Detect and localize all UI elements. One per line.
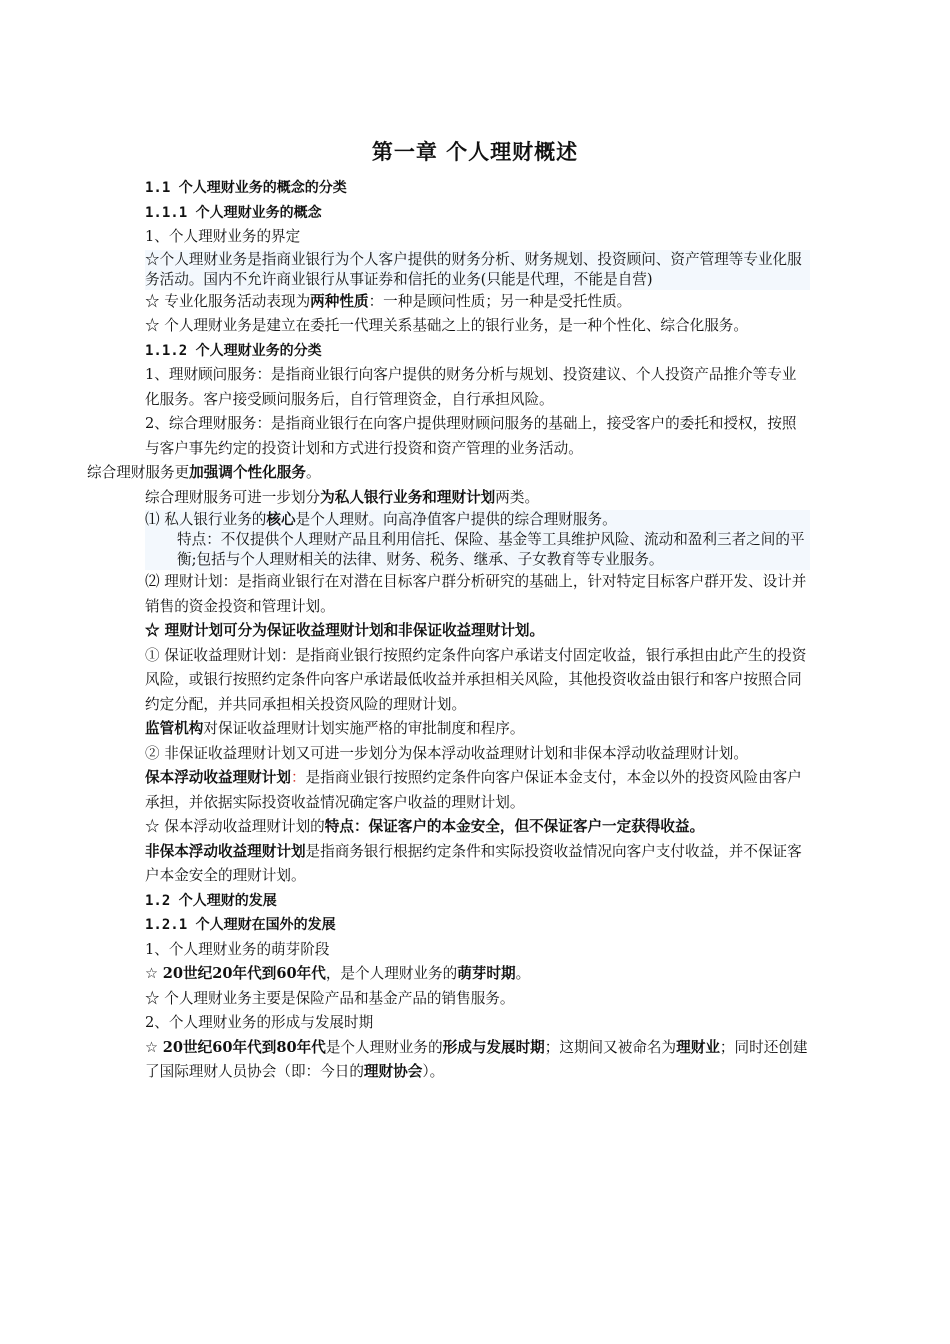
paragraph [87, 461, 810, 486]
text-segment: 2、综合理财服务：是指商业银行在向客户提供理财顾问服务的基础上，接受客户的委托和授权，按照与客户事先约定的投资计划和方式进行投资和资产管理的业务活动。 [145, 415, 797, 457]
text-segment: ☆ 保本浮动收益理财计划的 [145, 818, 325, 835]
paragraph [145, 619, 810, 644]
text-segment: ）。 [422, 1063, 445, 1080]
bold-text: 1.1 个人理财业务的概念的分类 [145, 180, 347, 196]
paragraph [145, 962, 810, 987]
bold-text: 1.2 个人理财的发展 [145, 892, 277, 909]
paragraph [145, 766, 810, 815]
text-segment: 2、个人理财业务的形成与发展时期 [145, 1014, 374, 1031]
text-segment: ；同时还创建了国际理财人员协会（即：今日的 [145, 1038, 808, 1080]
text-segment: ⑵ 理财计划：是指商业银行在对潜在目标客户群分析研究的基础上，针对特定目标客户群开发、设计并销售的资金投资和管理计划。 [145, 573, 807, 615]
paragraph [145, 530, 810, 570]
bold-text: ☆ 理财计划可分为保证收益理财计划和非保证收益理财计划。 [145, 622, 545, 639]
paragraph [145, 363, 810, 412]
bold-text: 20世纪20年代到60年代 [162, 965, 326, 982]
bold-text: 加强调个性化服务 [189, 464, 306, 481]
text-segment: ② 非保证收益理财计划又可进一步划分为保本浮动收益理财计划和非保本浮动收益理财计划。 [145, 744, 748, 762]
paragraph [145, 913, 810, 938]
text-segment: ⑴ 私人银行业务的 [145, 511, 267, 528]
bold-text: 监管机构 [145, 720, 204, 737]
text-segment: ；这期间又被命名为 [544, 1038, 677, 1056]
text-segment: ☆个人理财业务是指商业银行为个人客户提供的财务分析、财务规划、投资顾问、资产管理等专业化服务活动。国内不允许商业银行从事证券和信托的业务(只能是代理，不能是自营) [145, 250, 802, 288]
text-segment: 1、个人理财业务的萌芽阶段 [145, 940, 330, 958]
bold-text: 形成与发展时期 [442, 1038, 545, 1056]
text-segment: 两类。 [495, 488, 540, 506]
text-segment: ☆ [145, 1038, 163, 1056]
paragraph [145, 889, 810, 914]
paragraph [145, 250, 810, 290]
paragraph [145, 1011, 810, 1036]
text-segment: 特点：不仅提供个人理财产品且利用信托、保险、基金等工具维护风险、流动和盈利三者之间的平衡;包括与个人理财相关的法律、财务、税务、继承、子女教育等专业服务。 [177, 531, 805, 568]
text-segment: 1、个人理财业务的界定 [145, 228, 301, 245]
paragraph [145, 412, 810, 461]
bold-text: 特点：保证客户的本金安全，但不保证客户一定获得收益。 [324, 818, 705, 835]
bold-text: 萌芽时期 [457, 965, 516, 982]
bold-text: 核心 [266, 511, 296, 528]
paragraph [145, 938, 810, 963]
text-segment: 1、理财顾问服务：是指商业银行向客户提供的财务分析与规划、投资建议、个人投资产品推介等专业化服务。客户接受顾问服务后，自行管理资金，自行承担风险。 [145, 366, 797, 408]
text-segment: ① 保证收益理财计划：是指商业银行按照约定条件向客户承诺支付固定收益，银行承担由此产生的投资风险，或银行按照约定条件向客户承诺最低收益并承担相关风险，其他投资收益由银行和客户按照合同约定分配，并共同承担相关投资风险的理财计划。 [145, 646, 807, 713]
paragraph [145, 339, 810, 364]
text-segment: ☆ 专业化服务活动表现为 [145, 292, 311, 310]
bold-text: 非保本浮动收益理财计划 [145, 842, 306, 860]
paragraph [145, 1036, 810, 1085]
text-segment: ☆ [145, 965, 163, 982]
document-body [87, 176, 810, 1085]
text-segment: 综合理财服务更 [87, 464, 190, 481]
text-segment: 对保证收益理财计划实施严格的审批制度和程序。 [203, 720, 525, 737]
chapter-title: 第一章 个人理财概述 [371, 139, 579, 164]
paragraph [145, 570, 810, 619]
text-segment: ☆ 个人理财业务主要是保险产品和基金产品的销售服务。 [145, 989, 515, 1007]
bold-text: 1.2.1 个人理财在国外的发展 [145, 917, 336, 933]
text-segment: 。 [515, 965, 531, 982]
text-segment: ：一种是顾问性质；另一种是受托性质。 [368, 292, 632, 310]
text-segment: 。 [305, 464, 321, 481]
bold-text: 为私人银行业务和理财计划 [320, 488, 496, 506]
paragraph [145, 987, 810, 1012]
paragraph [145, 290, 810, 315]
paragraph [145, 510, 810, 530]
text-segment: 是个人理财。向高净值客户提供的综合理财服务。 [295, 511, 617, 528]
text-segment: ，是个人理财业务的 [325, 965, 458, 982]
text-segment: 是指商务银行根据约定条件和实际投资收益情况向客户支付收益，并不保证客户本金安全的理财计划。 [145, 842, 802, 884]
paragraph [145, 815, 810, 840]
paragraph [145, 840, 810, 889]
paragraph [145, 314, 810, 339]
paragraph [145, 644, 810, 718]
paragraph [145, 717, 810, 742]
bold-text: 保本浮动收益理财计划 [145, 769, 291, 786]
bold-text: 20世纪60年代到80年代 [162, 1038, 326, 1056]
text-segment: 是指商业银行按照约定条件向客户保证本金支付，本金以外的投资风险由客户承担，并依据实际投资收益情况确定客户收益的理财计划。 [145, 769, 802, 811]
paragraph [145, 201, 810, 226]
text-segment: ： [290, 769, 306, 786]
paragraph [145, 176, 810, 201]
text-segment: 是个人理财业务的 [325, 1038, 443, 1056]
paragraph [145, 486, 810, 511]
paragraph [145, 225, 810, 250]
bold-text: 理财协会 [363, 1063, 423, 1080]
paragraph [145, 742, 810, 767]
bold-text: 两种性质 [310, 292, 369, 310]
bold-text: 1.1.2 个人理财业务的分类 [145, 342, 322, 359]
text-segment: ☆ 个人理财业务是建立在委托一代理关系基础之上的银行业务，是一种个性化、综合化服务。 [145, 317, 748, 334]
bold-text: 1.1.1 个人理财业务的概念 [145, 204, 322, 221]
text-segment: 综合理财服务可进一步划分 [145, 488, 321, 506]
bold-text: 理财业 [676, 1038, 720, 1056]
